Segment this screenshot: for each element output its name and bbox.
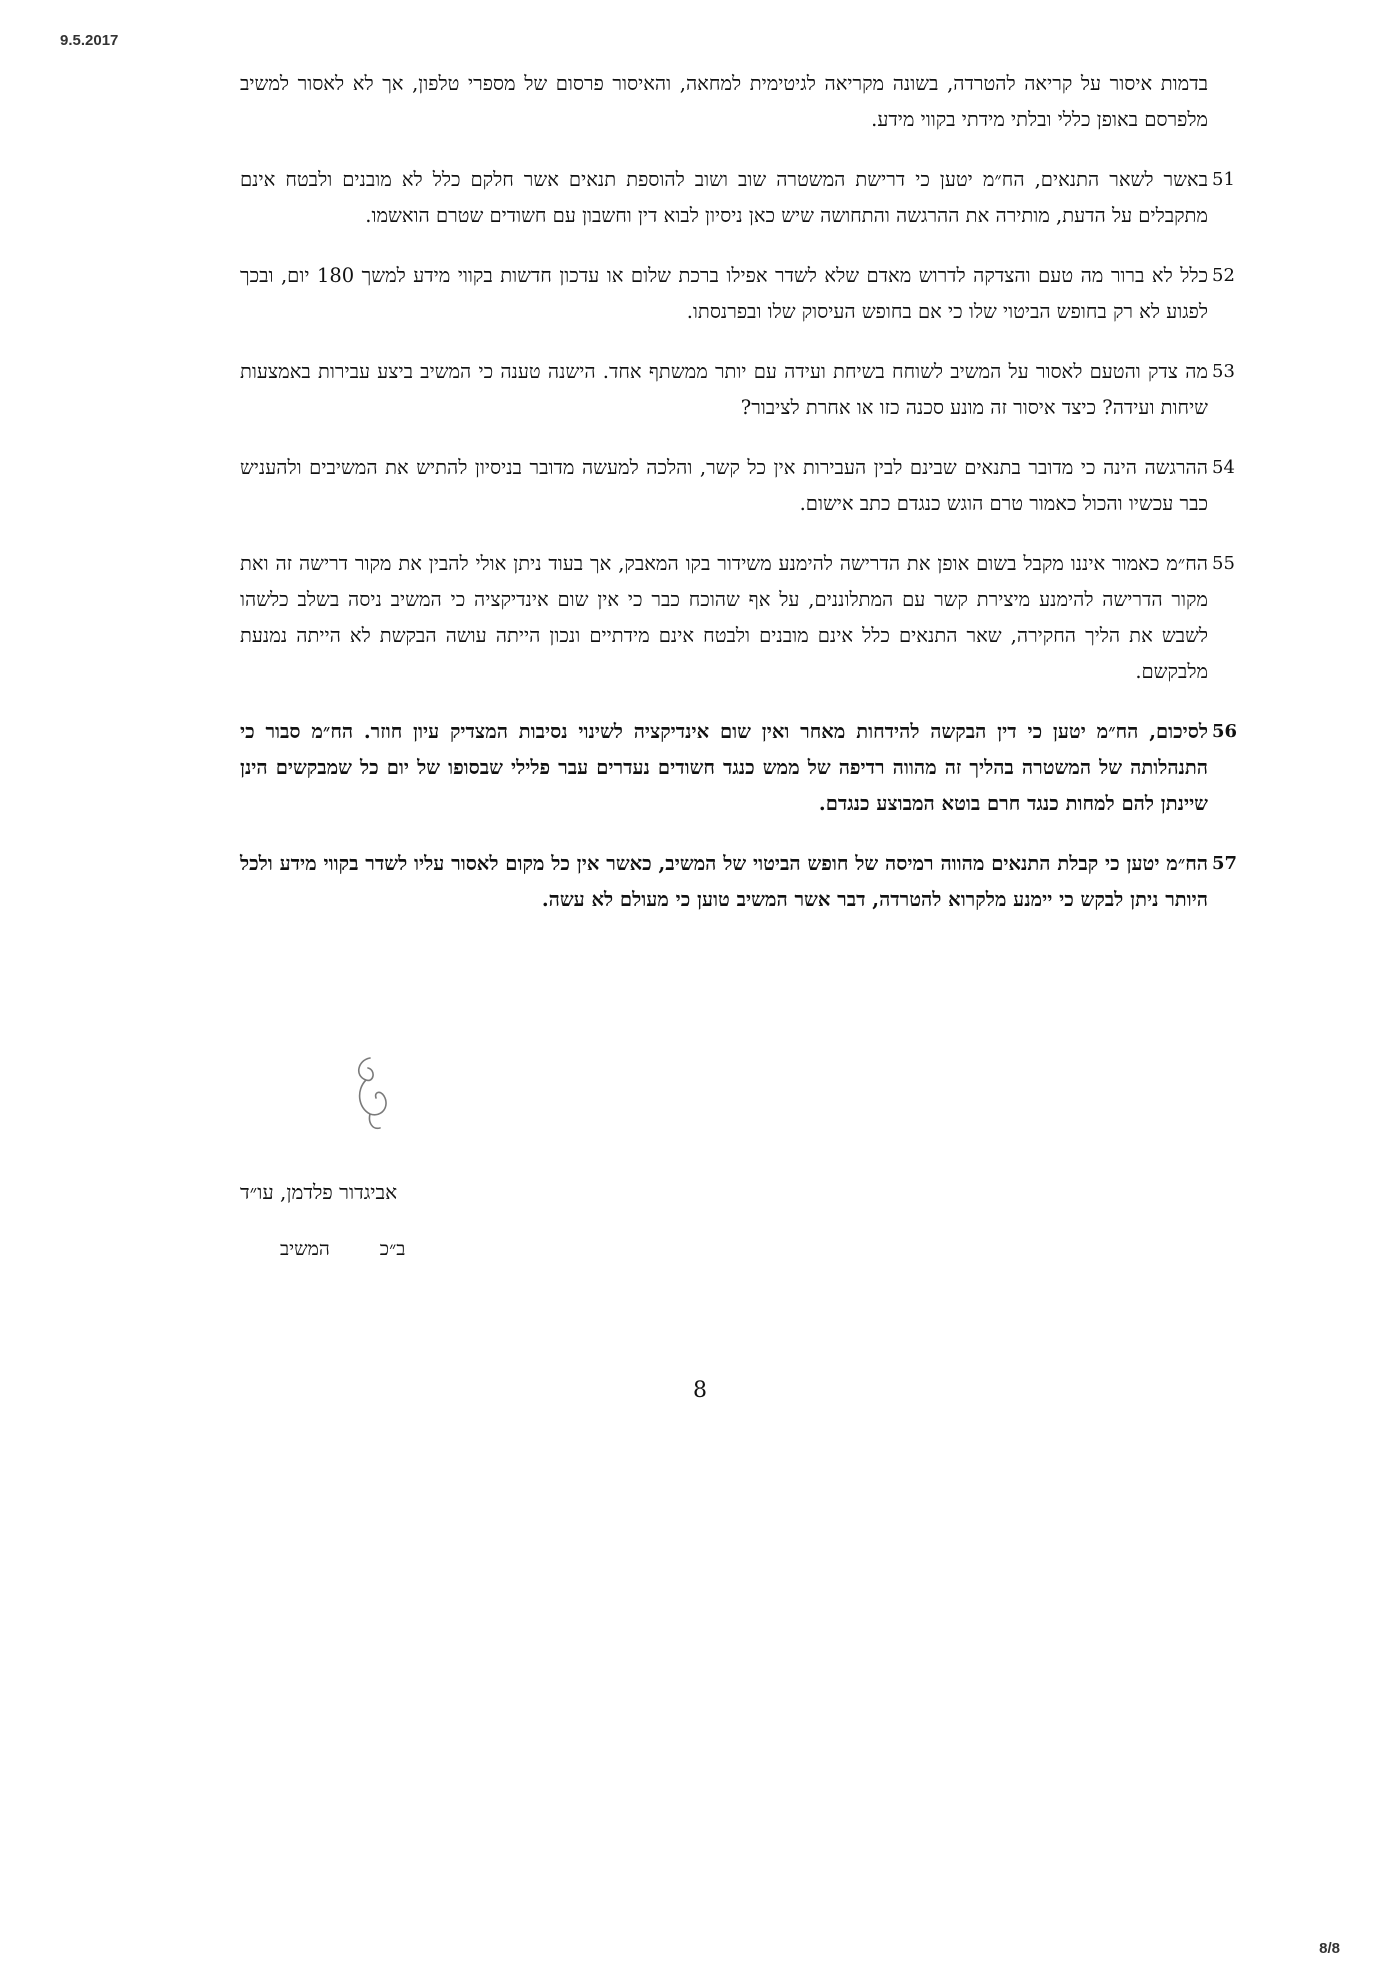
paragraph-number: 53 <box>1212 361 1235 382</box>
paragraph-text: מה צדק והטעם לאסור על המשיב לשוחח בשיחת ועידה עם יותר ממשתף אחד. הישנה טענה כי המשיב ביצע עבירות באמצעות שיחות ועידה? כיצד איסור זה מונע סכנה כזו או אחרת לציבור? <box>240 360 1208 419</box>
paragraph-text: הח״מ יטען כי קבלת התנאים מהווה רמיסה של חופש הביטוי של המשיב, כאשר אין כל מקום לאסור עליו לשדר בקווי מידע ולכל היותר ניתן לבקש כי יימנע מלקרוא להטרדה, דבר אשר המשיב טוען כי מעולם לא עשה. <box>240 852 1208 911</box>
counsel-line <box>280 1238 405 1261</box>
print-date: 9.5.2017 <box>60 32 119 49</box>
paragraph-54 <box>240 450 1235 522</box>
paragraph-57 <box>240 846 1238 918</box>
paragraph-55 <box>240 546 1235 690</box>
paragraph-53 <box>240 354 1235 426</box>
paragraph-56 <box>240 714 1238 822</box>
page-number: 8 <box>693 1378 707 1403</box>
paragraph-number: 56 <box>1212 721 1238 742</box>
paragraph-continuation <box>240 66 1208 138</box>
paragraph-text: ההרגשה הינה כי מדובר בתנאים שבינם לבין העבירות אין כל קשר, והלכה למעשה מדובר בניסיון להתיש את המשיבים ולהעניש כבר עכשיו והכול כאמור טרם הוגש כנגדם כתב אישום. <box>240 456 1208 515</box>
paragraph-51 <box>240 162 1235 234</box>
paragraph-number: 51 <box>1212 169 1235 190</box>
paragraph-text: לסיכום, הח״מ יטען כי דין הבקשה להידחות מאחר ואין שום אינדיקציה לשינוי נסיבות המצדיק עיון חוזר. הח״מ סבור כי התנהלותה של המשטרה בהליך זה מהווה רדיפה של ממש כנגד חשודים נעדרים עבר פלילי שבסופו של יום כל שמבקשים הינן שיינתן להם למחות כנגד חרם בוטא המבוצע כנגדם. <box>240 720 1208 815</box>
paragraph-text: באשר לשאר התנאים, הח״מ יטען כי דרישת המשטרה שוב ושוב להוספת תנאים אשר חלקם כלל לא מובנים ולבטח אינם מתקבלים על הדעת, מותירה את ההרגשה והתחושה שיש כאן ניסיון לבוא דין וחשבון עם חשודים שטרם הואשמו. <box>240 168 1208 227</box>
counsel-prefix: ב״כ <box>379 1238 406 1260</box>
handwritten-signature <box>330 1050 410 1140</box>
paragraph-text: הח״מ כאמור איננו מקבל בשום אופן את הדרישה להימנע משידור בקו המאבק, אך בעוד ניתן אולי להבין את מקור דרישה זה ואת מקור הדרישה להימנע מיצירת קשר עם המתלוננים, על אף שהוכח כבר כי אין שום אינדיקציה כי המשיב ניסה בשלב כלשהו לשבש את הליך החקירה, שאר התנאים כלל אינם מובנים ולבטח אינם מידתיים ונכון הייתה עושה הבקשת לא הייתה נמנעת מלבקשם. <box>240 552 1208 683</box>
document-body <box>240 66 1238 942</box>
paragraph-number: 57 <box>1212 853 1238 874</box>
print-page-count: 8/8 <box>1319 1940 1340 1957</box>
counsel-party: המשיב <box>280 1238 330 1260</box>
paragraph-number: 55 <box>1212 553 1235 574</box>
paragraph-text: כלל לא ברור מה טעם והצדקה לדרוש מאדם שלא לשדר אפילו ברכת שלום או עדכון חדשות בקווי מידע למשך 180 יום, ובכך לפגוע לא רק בחופש הביטוי שלו כי אם בחופש העיסוק שלו ובפרנסתו. <box>240 264 1208 323</box>
paragraph-number: 54 <box>1212 457 1235 478</box>
paragraph-number: 52 <box>1212 265 1235 286</box>
signer-name: אביגדור פלדמן, עו״ד <box>240 1180 398 1204</box>
paragraph-text: בדמות איסור על קריאה להטרדה, בשונה מקריאה לגיטימית למחאה, והאיסור פרסום של מספרי טלפון, אך לא לאסור למשיב מלפרסם באופן כללי ובלתי מידתי בקווי מידע. <box>240 72 1208 131</box>
paragraph-52 <box>240 258 1235 330</box>
